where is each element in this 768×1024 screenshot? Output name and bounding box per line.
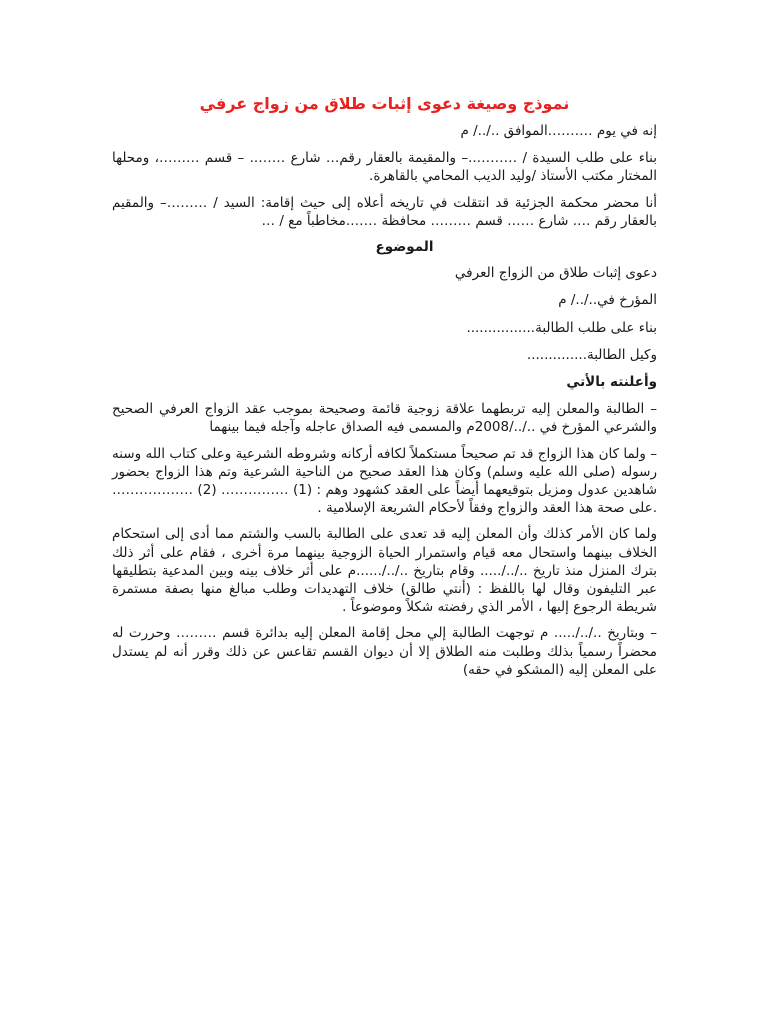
document-body	[112, 94, 657, 687]
paragraph-dispute: ولما كان الأمر كذلك وأن المعلن إليه قد تعدى على الطالبة بالسب والشتم مما أدى إلى استحكام الخلاف بينهما واستحال معه قيام واستمرار الحياة الزوجية بينهما مرة أخرى ، فقام على أثر ذلك بترك المنزل منذ تاريخ ../../..... وقام بتاريخ ../../......م على أثر خلاف بينه وبين المدعية بتطليقها عبر التليفون وقال لها باللفظ : (أنتي طالق) خلاف التهديدات وطلب مبالغ منها بصفة مستمرة شريطة الرجوع إليها ، الأمر الذي رفضته شكلاً وموضوعاً .	[112, 526, 657, 616]
subject-heading: الموضوع	[375, 239, 434, 256]
document-title: نموذج وصيغة دعوى إثبات طلاق من زواج عرفي	[199, 94, 570, 113]
paragraph-agent: وكيل الطالبة..............	[526, 346, 657, 363]
paragraph-police-report: – وبتاريخ ../../..... م توجهت الطالبة إلي محل إقامة المعلن إليه بدائرة قسم ……… وحررت له محضراً رسمياً بذلك وطلبت منه الطلاق إلا أن ديوان القسم تقاعس عن ذلك وقرر أنه لم يستدل على المعلن إليه (المشكو في حقه)	[112, 625, 657, 678]
paragraph-lawsuit: دعوى إثبات طلاق من الزواج العرفي	[454, 265, 657, 282]
paragraph-marriage: – الطالبة والمعلن إليه تربطهما علاقة زوجية قائمة وصحيحة بموجب عقد الزواج العرفي الصحيح والشرعي المؤرخ في ../../2008م والمسمى فيه الصداق عاجله وآجله فيما بينهما	[112, 401, 657, 436]
paragraph-petitioner: بناء على طلب السيدة / ………..– والمقيمة بالعقار رقم… شارع …….. – قسم ………، ومحلها المختار مكتب الأستاذ /وليد الديب المحامي بالقاهرة.	[112, 150, 657, 185]
paragraph-request: بناء على طلب الطالبة................	[466, 319, 657, 336]
paragraph-validity: – ولما كان هذا الزواج قد تم صحيحاً مستكملاً لكافه أركانه وشروطه الشرعية وعلى كتاب الله وسنه رسوله (صلى الله عليه وسلم) وكان هذا العقد صحيح من الناحية الشرعية وتم هذا الزواج بحضور شاهدين عدول ومزيل بتوقيعهما أيضاً على العقد كشهود وهم : (1) …………… (2) ……………… .على صحة هذا العقد والزواج وفقاً لأحكام الشريعة الإسلامية .	[112, 445, 658, 517]
paragraph-dated: المؤرخ في../../ م	[558, 292, 657, 309]
announce-heading: وأعلنته بالأتي	[566, 374, 657, 391]
paragraph-bailiff: أنا محضر محكمة الجزئية قد انتقلت في تاريخه أعلاه إلى حيث إقامة: السيد / ………– والمقيم بالعقار رقم …. شارع …… قسم ……… محافظة …….مخاطباً مع / …	[112, 194, 657, 229]
paragraph-date: إنه في يوم ……….الموافق ../../ م	[460, 123, 657, 139]
